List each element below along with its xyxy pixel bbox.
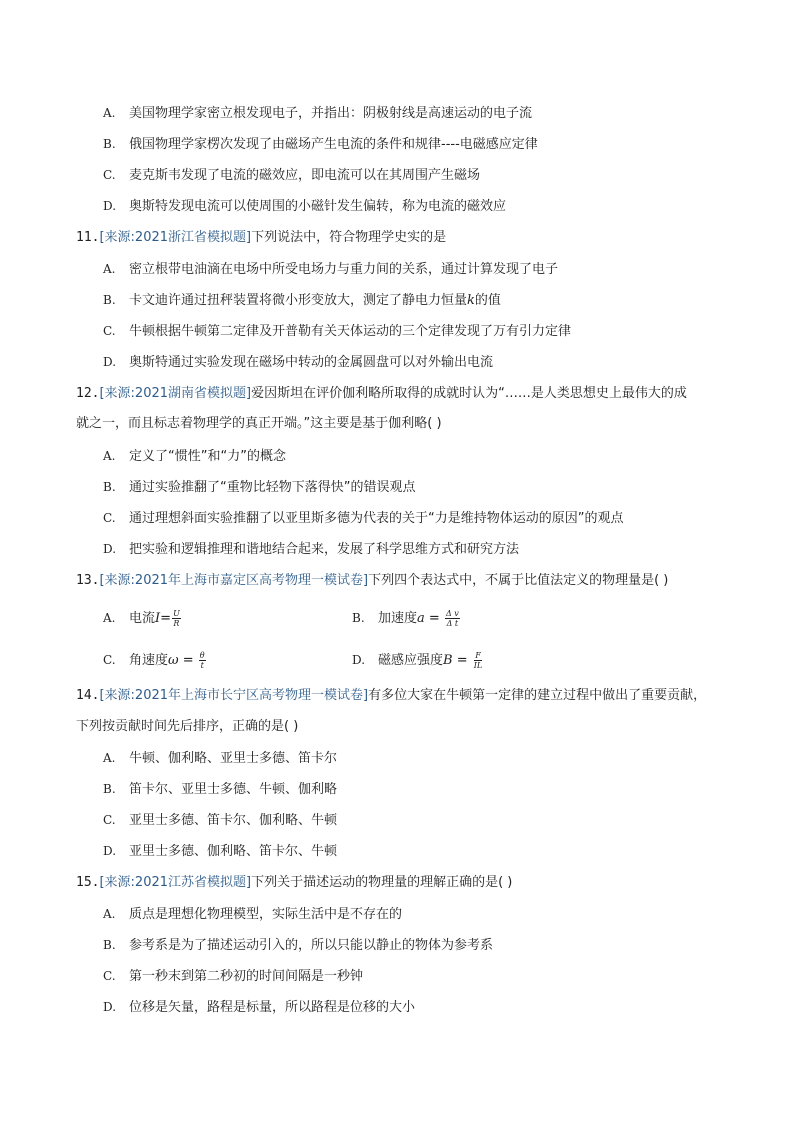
q14-option-d [103,841,337,861]
option-text: 定义了“惯性”和“力”的概念 [129,449,286,464]
question-source: [来源:2021年上海市长宁区高考物理一模试卷] [99,688,369,703]
question-text: 爱因斯坦在评价伽利略所取得的成就时认为“……是人类思想史上最伟大的成 [251,386,687,401]
q14-option-a [103,748,337,768]
option-letter: A. [103,611,116,625]
option-letter: C. [103,511,116,525]
numerator: U [173,609,180,618]
option-letter: B. [103,938,116,952]
q10-option-b [103,134,538,154]
question-text: 就之一，而且标志着物理学的真正开端。”这主要是基于伽利略( ) [76,416,442,431]
equals-sign: = [424,611,444,626]
question-text: 下列说法中，符合物理学史实的是 [251,230,447,245]
q11-stem [76,228,446,248]
q12-option-b [103,477,415,497]
option-text: 质点是理想化物理模型，实际生活中是不存在的 [129,907,403,922]
q14-option-c [103,810,337,830]
question-source: [来源:2021江苏省模拟题] [99,875,252,890]
denominator: t [200,661,204,670]
option-text: 参考系是为了描述运动引入的，所以只能以静止的物体为参考系 [129,938,494,953]
option-letter: C. [103,653,116,667]
option-text: 通过实验推翻了“重物比轻物下落得快”的错误观点 [129,480,416,495]
equals-sign: = [452,653,472,668]
q13-stem [76,571,668,591]
fraction [199,651,206,670]
formula-lhs: a [417,611,425,626]
q13-option-b [352,606,460,630]
option-letter: D. [103,542,117,556]
option-text: 第一秒末到第二秒初的时间间隔是一秒钟 [129,969,364,984]
q15-option-a [103,904,402,924]
option-letter: B. [103,782,116,796]
q11-option-c [103,321,571,341]
option-label: 磁感应强度 [378,653,444,668]
q11-option-b [103,290,501,310]
question-number: 15. [76,875,100,890]
formula-lhs: ω [168,653,179,668]
q12-stem-continued [76,414,442,434]
q14-option-b [103,779,337,799]
option-letter: A. [103,106,116,120]
option-letter: B. [103,137,116,151]
q12-option-d [103,539,519,559]
option-letter: C. [103,969,116,983]
option-letter: A. [103,449,116,463]
option-text: 牛顿、伽利略、亚里士多德、笛卡尔 [129,751,338,766]
q10-option-a [103,103,532,123]
question-number: 14. [76,688,100,703]
option-text: 位移是矢量，路程是标量，所以路程是位移的大小 [129,1000,416,1015]
q13-option-d [352,648,483,672]
q15-option-d [103,997,415,1017]
option-label: 角速度 [129,653,169,668]
q11-option-a [103,259,558,279]
question-number: 12. [76,386,100,401]
option-text: 卡文迪许通过扭秤装置将微小形变放大，测定了静电力恒量 [129,293,468,308]
numerator: θ [199,651,205,660]
question-text: 有多位大家在牛顿第一定律的建立过程中做出了重要贡献， [368,688,707,703]
formula-lhs: I [155,611,161,626]
question-text: 下列关于描述运动的物理量的理解正确的是( ) [251,875,513,890]
equals-sign: = [160,611,172,626]
q14-stem-continued [76,717,298,737]
numerator: Δ v [445,609,459,618]
question-source: [来源:2021年上海市嘉定区高考物理一模试卷] [99,573,369,588]
option-letter: C. [103,168,116,182]
option-text: 把实验和逻辑推理和谐地结合起来，发展了科学思维方式和研究方法 [129,542,520,557]
numerator: F [475,651,481,660]
q15-option-b [103,935,493,955]
question-source: [来源:2021湖南省模拟题] [99,386,252,401]
option-label: 电流 [129,611,156,626]
question-source: [来源:2021浙江省模拟题] [99,230,252,245]
option-text: 奥斯特通过实验发现在磁场中转动的金属圆盘可以对外输出电流 [129,355,494,370]
q13-option-a [103,606,181,630]
option-text: 笛卡尔、亚里士多德、牛顿、伽利略 [129,782,338,797]
option-text: 亚里士多德、伽利略、笛卡尔、牛顿 [129,844,338,859]
question-text: 下列按贡献时间先后排序，正确的是( ) [76,719,299,734]
option-letter: C. [103,324,116,338]
equals-sign: = [178,653,198,668]
question-text: 下列四个表达式中，不属于比值法定义的物理量是( ) [368,573,669,588]
denominator: Δ t [446,619,459,628]
q13-option-c [103,648,206,672]
option-letter: D. [103,355,117,369]
q10-option-c [103,165,480,185]
option-text: 通过理想斜面实验推翻了以亚里斯多德为代表的关于“力是维持物体运动的原因”的观点 [129,511,624,526]
denominator: R [173,619,180,628]
q14-stem [76,686,706,706]
option-text: 密立根带电油滴在电场中所受电场力与重力间的关系，通过计算发现了电子 [129,262,559,277]
option-letter: A. [103,907,116,921]
constant-k: k [467,293,475,308]
q12-stem [76,384,687,404]
denominator: IL [473,661,483,670]
q12-option-a [103,446,286,466]
option-letter: B. [103,293,116,307]
q10-option-d [103,196,506,216]
option-letter: D. [103,1000,117,1014]
option-letter: D. [103,844,117,858]
option-text-tail: 的值 [474,293,501,308]
formula-lhs: B [443,653,453,668]
option-text: 俄国物理学家楞次发现了由磁场产生电流的条件和规律----电磁感应定律 [129,137,538,152]
option-text: 麦克斯韦发现了电流的磁效应，即电流可以在其周围产生磁场 [129,168,481,183]
option-letter: A. [103,262,116,276]
option-letter: B. [352,611,365,625]
q12-option-c [103,508,623,528]
q15-stem [76,873,512,893]
question-number: 13. [76,573,100,588]
option-letter: C. [103,813,116,827]
fraction [172,609,181,628]
fraction [445,609,460,628]
option-text: 美国物理学家密立根发现电子，并指出：阴极射线是高速运动的电子流 [129,106,533,121]
q15-option-c [103,966,363,986]
q11-option-d [103,352,493,372]
question-number: 11. [76,230,100,245]
option-letter: D. [103,199,117,213]
option-text: 奥斯特发现电流可以使周围的小磁针发生偏转，称为电流的磁效应 [129,199,507,214]
option-letter: A. [103,751,116,765]
option-text: 牛顿根据牛顿第二定律及开普勒有关天体运动的三个定律发现了万有引力定律 [129,324,572,339]
option-text: 亚里士多德、笛卡尔、伽利略、牛顿 [129,813,338,828]
fraction [473,651,483,670]
option-label: 加速度 [378,611,418,626]
option-letter: B. [103,480,116,494]
option-letter: D. [352,653,366,667]
